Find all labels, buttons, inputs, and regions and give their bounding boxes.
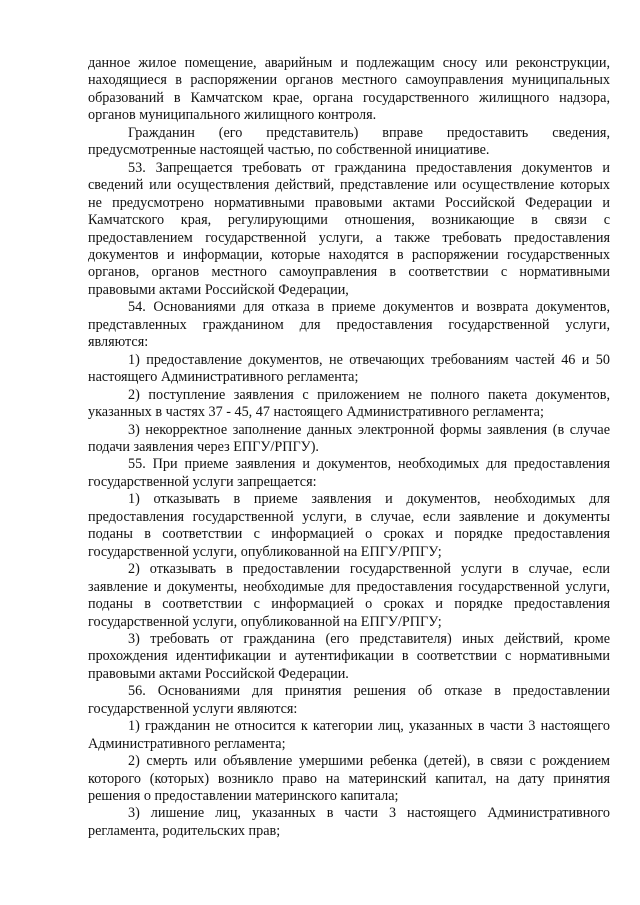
document-page xyxy=(88,55,610,840)
paragraph-54: 54. Основаниями для отказа в приеме документов и возврата документов, представленных гражданином для предоставления государственной услуги, являются: xyxy=(88,299,610,351)
paragraph-56-item-3: 3) лишение лиц, указанных в части 3 настоящего Административного регламента, родительских прав; xyxy=(88,805,610,839)
paragraph-56-item-2: 2) смерть или объявление умершими ребенка (детей), в связи с рождением которого (которых) возникло право на материнский капитал, на дату принятия решения о предоставлении материнского капитала; xyxy=(88,753,610,805)
paragraph-56-item-1: 1) гражданин не относится к категории лиц, указанных в части 3 настоящего Административного регламента; xyxy=(88,718,610,752)
paragraph-55-item-3: 3) требовать от гражданина (его представителя) иных действий, кроме прохождения идентификации и аутентификации в соответствии с нормативными правовыми актами Российской Федерации. xyxy=(88,630,610,682)
paragraph-56: 56. Основаниями для принятия решения об отказе в предоставлении государственной услуги являются: xyxy=(88,683,610,717)
paragraph-53: 53. Запрещается требовать от гражданина предоставления документов и сведений или осуществления действий, представление или осуществление которых не предусмотрено нормативными правовыми актами Российской Федерации и Камчатского края, регулирующими отношения, возникающие в связи с предоставлением государственной услуги, а также требовать предоставления документов и информации, которые находятся в распоряжении государственных органов, органов местного самоуправления в соответствии с нормативными правовыми актами Российской Федерации, xyxy=(88,159,610,298)
paragraph-55: 55. При приеме заявления и документов, необходимых для предоставления государственной услуги запрещается: xyxy=(88,456,610,490)
paragraph-citizen-right: Гражданин (его представитель) вправе предоставить сведения, предусмотренные настоящей частью, по собственной инициативе. xyxy=(88,124,610,159)
paragraph-continuation: данное жилое помещение, аварийным и подлежащим сносу или реконструкции, находящиеся в распоряжении органов местного самоуправления муниципальных образований в Камчатском крае, органа государственного жилищного надзора, органов муниципального жилищного контроля. xyxy=(88,55,610,124)
paragraph-54-item-1: 1) предоставление документов, не отвечающих требованиям частей 46 и 50 настоящего Административного регламента; xyxy=(88,351,610,386)
paragraph-55-item-1: 1) отказывать в приеме заявления и документов, необходимых для предоставления государственной услуги, в случае, если заявление и документы поданы в соответствии с информацией о сроках и порядке предоставления государственной услуги, опубликованной на ЕПГУ/РПГУ; xyxy=(88,491,610,560)
paragraph-54-item-3: 3) некорректное заполнение данных электронной формы заявления (в случае подачи заявления через ЕПГУ/РПГУ). xyxy=(88,421,610,455)
paragraph-54-item-2: 2) поступление заявления с приложением не полного пакета документов, указанных в частях 37 - 45, 47 настоящего Административного регламента; xyxy=(88,386,610,421)
paragraph-55-item-2: 2) отказывать в предоставлении государственной услуги в случае, если заявление и документы, необходимые для предоставления государственной услуги, поданы в соответствии с информацией о сроках и порядке предоставления государственной услуги, опубликованной на ЕПГУ/РПГУ; xyxy=(88,561,610,630)
